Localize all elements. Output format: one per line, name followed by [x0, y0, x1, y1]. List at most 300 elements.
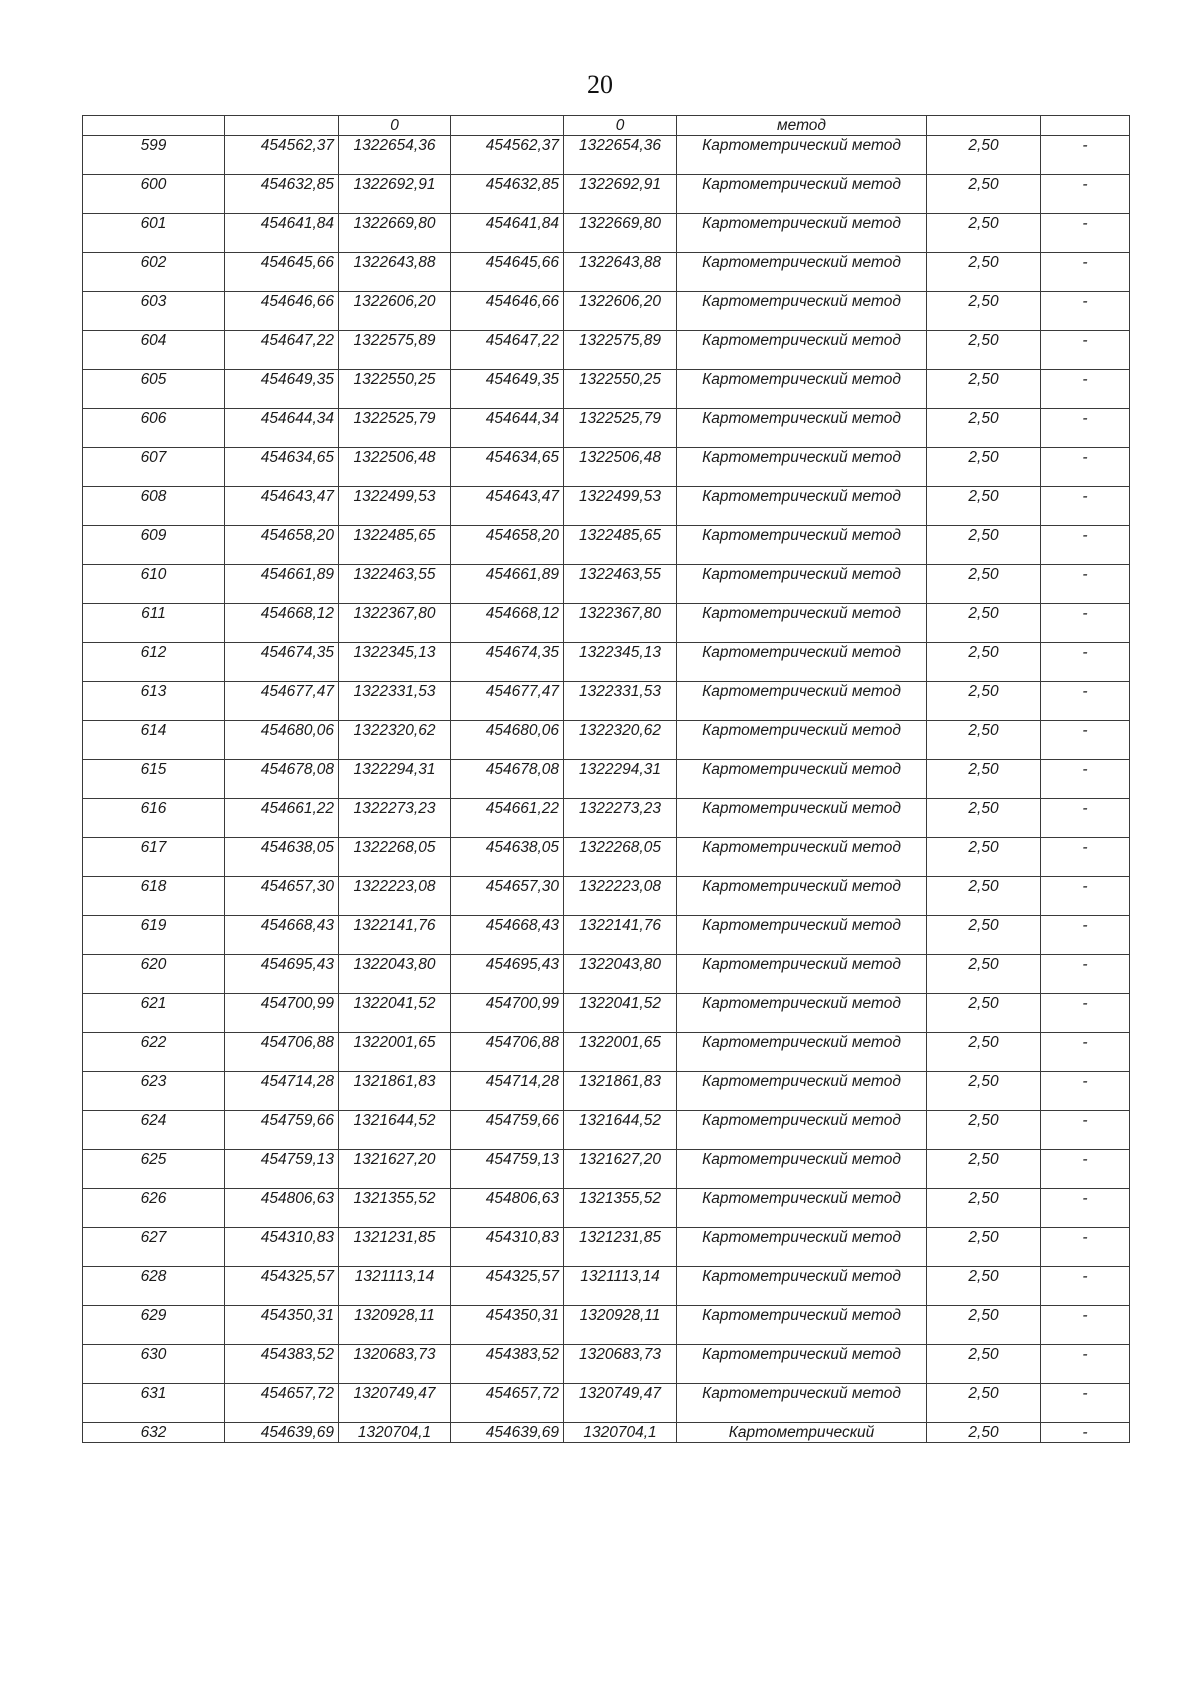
cell-accuracy: 2,50: [927, 877, 1041, 916]
cell-accuracy: 2,50: [927, 175, 1041, 214]
cell-x-new: 454657,72: [451, 1384, 564, 1423]
table-row: [83, 1189, 1130, 1228]
cell-y-existing: 1322367,80: [339, 604, 451, 643]
cell-point-number: 622: [83, 1033, 225, 1072]
cell-point-number: 619: [83, 916, 225, 955]
cell-description: -: [1041, 1111, 1130, 1150]
cell-method: Картометрический метод: [677, 565, 927, 604]
table-row: [83, 253, 1130, 292]
cell-x-new: 454643,47: [451, 487, 564, 526]
cell-x-new: 454678,08: [451, 760, 564, 799]
cell-x-new: 454646,66: [451, 292, 564, 331]
cell-x-existing: 454647,22: [225, 331, 339, 370]
cell-accuracy: [927, 116, 1041, 136]
cell-y-new: 1322041,52: [564, 994, 677, 1033]
cell-y-existing: 1321231,85: [339, 1228, 451, 1267]
cell-point-number: 632: [83, 1423, 225, 1443]
cell-x-new: 454695,43: [451, 955, 564, 994]
cell-accuracy: 2,50: [927, 292, 1041, 331]
cell-description: -: [1041, 370, 1130, 409]
cell-point-number: 628: [83, 1267, 225, 1306]
table-row: [83, 1072, 1130, 1111]
cell-accuracy: 2,50: [927, 565, 1041, 604]
cell-x-existing: 454695,43: [225, 955, 339, 994]
cell-method: Картометрический метод: [677, 877, 927, 916]
table-row: [83, 1228, 1130, 1267]
cell-y-new: 1321113,14: [564, 1267, 677, 1306]
cell-accuracy: 2,50: [927, 370, 1041, 409]
cell-y-new: 1322345,13: [564, 643, 677, 682]
cell-x-existing: 454645,66: [225, 253, 339, 292]
cell-accuracy: 2,50: [927, 1111, 1041, 1150]
cell-method: Картометрический метод: [677, 799, 927, 838]
cell-point-number: 621: [83, 994, 225, 1033]
cell-x-new: 454806,63: [451, 1189, 564, 1228]
cell-y-new: 1322273,23: [564, 799, 677, 838]
cell-description: [1041, 116, 1130, 136]
cell-y-new: 1322223,08: [564, 877, 677, 916]
cell-method: Картометрический метод: [677, 409, 927, 448]
cell-method: Картометрический метод: [677, 214, 927, 253]
cell-point-number: 610: [83, 565, 225, 604]
cell-x-new: 454632,85: [451, 175, 564, 214]
cell-y-existing: 1320704,1: [339, 1423, 451, 1443]
cell-y-new: 1321355,52: [564, 1189, 677, 1228]
cell-y-new: 1322506,48: [564, 448, 677, 487]
cell-description: -: [1041, 175, 1130, 214]
cell-accuracy: 2,50: [927, 1072, 1041, 1111]
cell-y-new: 1322141,76: [564, 916, 677, 955]
cell-x-new: 454657,30: [451, 877, 564, 916]
cell-point-number: 629: [83, 1306, 225, 1345]
cell-method: Картометрический метод: [677, 331, 927, 370]
cell-description: -: [1041, 136, 1130, 175]
cell-x-new: 454647,22: [451, 331, 564, 370]
cell-method: Картометрический метод: [677, 682, 927, 721]
cell-description: -: [1041, 760, 1130, 799]
cell-y-new: 1322043,80: [564, 955, 677, 994]
cell-x-existing: 454658,20: [225, 526, 339, 565]
table-row: [83, 214, 1130, 253]
cell-point-number: 609: [83, 526, 225, 565]
cell-y-new: 1322001,65: [564, 1033, 677, 1072]
cell-y-new: 1322606,20: [564, 292, 677, 331]
cell-description: -: [1041, 565, 1130, 604]
cell-y-new: 1322654,36: [564, 136, 677, 175]
table-row: [83, 565, 1130, 604]
cell-point-number: 603: [83, 292, 225, 331]
cell-y-existing: 1320928,11: [339, 1306, 451, 1345]
cell-description: -: [1041, 1345, 1130, 1384]
table-row: [83, 643, 1130, 682]
cell-description: -: [1041, 682, 1130, 721]
cell-y-new: 1322550,25: [564, 370, 677, 409]
cell-x-existing: 454759,66: [225, 1111, 339, 1150]
cell-x-existing: 454678,08: [225, 760, 339, 799]
cell-y-new: 1322268,05: [564, 838, 677, 877]
table-row: [83, 448, 1130, 487]
table-row: [83, 604, 1130, 643]
table-row: [83, 1423, 1130, 1443]
cell-x-new: 454383,52: [451, 1345, 564, 1384]
cell-x-existing: 454668,43: [225, 916, 339, 955]
cell-accuracy: 2,50: [927, 838, 1041, 877]
cell-x-new: 454680,06: [451, 721, 564, 760]
cell-point-number: 611: [83, 604, 225, 643]
cell-y-new: 1322320,62: [564, 721, 677, 760]
cell-method: Картометрический метод: [677, 916, 927, 955]
table-row: [83, 370, 1130, 409]
cell-y-existing: 1322575,89: [339, 331, 451, 370]
cell-y-new: 1321644,52: [564, 1111, 677, 1150]
table-row: [83, 682, 1130, 721]
cell-x-existing: 454634,65: [225, 448, 339, 487]
cell-y-existing: 1321627,20: [339, 1150, 451, 1189]
cell-method: Картометрический метод: [677, 1072, 927, 1111]
cell-x-existing: 454680,06: [225, 721, 339, 760]
cell-method: Картометрический метод: [677, 370, 927, 409]
cell-y-existing: 1322001,65: [339, 1033, 451, 1072]
cell-accuracy: 2,50: [927, 1189, 1041, 1228]
cell-accuracy: 2,50: [927, 214, 1041, 253]
cell-y-existing: 1322485,65: [339, 526, 451, 565]
cell-point-number: [83, 116, 225, 136]
cell-y-existing: 1322223,08: [339, 877, 451, 916]
table-row: [83, 1345, 1130, 1384]
cell-x-existing: 454310,83: [225, 1228, 339, 1267]
cell-y-existing: 1322606,20: [339, 292, 451, 331]
cell-x-new: 454639,69: [451, 1423, 564, 1443]
cell-description: -: [1041, 994, 1130, 1033]
table-row: [83, 292, 1130, 331]
cell-point-number: 602: [83, 253, 225, 292]
cell-point-number: 618: [83, 877, 225, 916]
cell-method: Картометрический метод: [677, 1189, 927, 1228]
cell-y-new: 1321861,83: [564, 1072, 677, 1111]
cell-method: Картометрический метод: [677, 604, 927, 643]
cell-x-new: 454350,31: [451, 1306, 564, 1345]
cell-method: Картометрический метод: [677, 292, 927, 331]
cell-y-new: 1322525,79: [564, 409, 677, 448]
cell-y-existing: 1322041,52: [339, 994, 451, 1033]
cell-description: -: [1041, 1384, 1130, 1423]
cell-point-number: 604: [83, 331, 225, 370]
cell-method: Картометрический метод: [677, 721, 927, 760]
cell-description: -: [1041, 877, 1130, 916]
cell-y-new: 1322294,31: [564, 760, 677, 799]
cell-method: Картометрический метод: [677, 760, 927, 799]
cell-method: Картометрический метод: [677, 643, 927, 682]
cell-y-existing: 1321861,83: [339, 1072, 451, 1111]
cell-y-existing: 1322320,62: [339, 721, 451, 760]
cell-y-new: 1322367,80: [564, 604, 677, 643]
cell-method: Картометрический метод: [677, 1228, 927, 1267]
cell-accuracy: 2,50: [927, 721, 1041, 760]
cell-method: Картометрический метод: [677, 955, 927, 994]
table-row: [83, 877, 1130, 916]
cell-point-number: 605: [83, 370, 225, 409]
cell-accuracy: 2,50: [927, 682, 1041, 721]
table-row: [83, 526, 1130, 565]
cell-x-existing: 454562,37: [225, 136, 339, 175]
cell-x-existing: 454644,34: [225, 409, 339, 448]
cell-description: -: [1041, 1072, 1130, 1111]
cell-x-existing: 454661,22: [225, 799, 339, 838]
cell-accuracy: 2,50: [927, 1267, 1041, 1306]
cell-description: -: [1041, 1423, 1130, 1443]
cell-description: -: [1041, 799, 1130, 838]
cell-x-new: 454759,66: [451, 1111, 564, 1150]
coordinates-table: [82, 115, 1130, 1443]
cell-y-existing: 1322643,88: [339, 253, 451, 292]
cell-method: Картометрический метод: [677, 838, 927, 877]
cell-point-number: 601: [83, 214, 225, 253]
cell-method: Картометрический метод: [677, 175, 927, 214]
cell-accuracy: 2,50: [927, 1306, 1041, 1345]
table-row-continued: [83, 116, 1130, 136]
cell-method: Картометрический метод: [677, 1267, 927, 1306]
cell-description: -: [1041, 292, 1130, 331]
cell-point-number: 623: [83, 1072, 225, 1111]
table-row: [83, 1384, 1130, 1423]
cell-point-number: 613: [83, 682, 225, 721]
cell-x-existing: 454632,85: [225, 175, 339, 214]
cell-y-new: 1320749,47: [564, 1384, 677, 1423]
cell-x-new: 454641,84: [451, 214, 564, 253]
cell-accuracy: 2,50: [927, 799, 1041, 838]
cell-y-existing: 1322669,80: [339, 214, 451, 253]
cell-x-existing: 454714,28: [225, 1072, 339, 1111]
cell-x-new: 454644,34: [451, 409, 564, 448]
page-number: 20: [587, 70, 613, 99]
cell-point-number: 625: [83, 1150, 225, 1189]
cell-y-new: 1320683,73: [564, 1345, 677, 1384]
cell-y-existing: 1322043,80: [339, 955, 451, 994]
cell-accuracy: 2,50: [927, 994, 1041, 1033]
table-row: [83, 1306, 1130, 1345]
cell-point-number: 616: [83, 799, 225, 838]
cell-x-existing: [225, 116, 339, 136]
table-row: [83, 916, 1130, 955]
cell-y-new: 1321231,85: [564, 1228, 677, 1267]
cell-x-new: 454759,13: [451, 1150, 564, 1189]
cell-x-new: 454674,35: [451, 643, 564, 682]
table-row: [83, 136, 1130, 175]
cell-x-existing: 454350,31: [225, 1306, 339, 1345]
cell-x-existing: 454641,84: [225, 214, 339, 253]
cell-method: Картометрический метод: [677, 1033, 927, 1072]
cell-description: -: [1041, 955, 1130, 994]
cell-x-existing: 454649,35: [225, 370, 339, 409]
cell-description: -: [1041, 643, 1130, 682]
table-row: [83, 838, 1130, 877]
cell-x-new: 454668,43: [451, 916, 564, 955]
cell-accuracy: 2,50: [927, 604, 1041, 643]
cell-description: -: [1041, 604, 1130, 643]
cell-description: -: [1041, 448, 1130, 487]
cell-accuracy: 2,50: [927, 487, 1041, 526]
cell-x-new: 454634,65: [451, 448, 564, 487]
cell-x-new: 454668,12: [451, 604, 564, 643]
cell-method: Картометрический метод: [677, 526, 927, 565]
cell-x-existing: 454643,47: [225, 487, 339, 526]
cell-description: -: [1041, 1150, 1130, 1189]
cell-y-existing: 1322273,23: [339, 799, 451, 838]
cell-x-existing: 454668,12: [225, 604, 339, 643]
cell-y-new: 0: [564, 116, 677, 136]
cell-accuracy: 2,50: [927, 526, 1041, 565]
table-row: [83, 721, 1130, 760]
cell-y-existing: 1322692,91: [339, 175, 451, 214]
cell-point-number: 620: [83, 955, 225, 994]
cell-accuracy: 2,50: [927, 1423, 1041, 1443]
cell-description: -: [1041, 838, 1130, 877]
cell-point-number: 606: [83, 409, 225, 448]
cell-point-number: 607: [83, 448, 225, 487]
cell-x-existing: 454700,99: [225, 994, 339, 1033]
cell-description: -: [1041, 1306, 1130, 1345]
cell-method: Картометрический метод: [677, 994, 927, 1033]
table-row: [83, 994, 1130, 1033]
cell-method: Картометрический метод: [677, 1384, 927, 1423]
table-row: [83, 331, 1130, 370]
cell-point-number: 608: [83, 487, 225, 526]
cell-description: -: [1041, 916, 1130, 955]
cell-x-existing: 454674,35: [225, 643, 339, 682]
table-row: [83, 487, 1130, 526]
cell-y-new: 1322669,80: [564, 214, 677, 253]
cell-point-number: 631: [83, 1384, 225, 1423]
cell-method: Картометрический: [677, 1423, 927, 1443]
cell-x-existing: 454638,05: [225, 838, 339, 877]
cell-x-new: 454661,22: [451, 799, 564, 838]
cell-y-existing: 1322499,53: [339, 487, 451, 526]
cell-x-new: 454649,35: [451, 370, 564, 409]
cell-method: Картометрический метод: [677, 253, 927, 292]
cell-x-existing: 454677,47: [225, 682, 339, 721]
cell-y-new: 1321627,20: [564, 1150, 677, 1189]
cell-method: Картометрический метод: [677, 136, 927, 175]
cell-description: -: [1041, 526, 1130, 565]
cell-x-new: 454714,28: [451, 1072, 564, 1111]
table-row: [83, 955, 1130, 994]
cell-method: Картометрический метод: [677, 487, 927, 526]
cell-accuracy: 2,50: [927, 1345, 1041, 1384]
cell-accuracy: 2,50: [927, 253, 1041, 292]
cell-x-existing: 454383,52: [225, 1345, 339, 1384]
table-row: [83, 760, 1130, 799]
cell-accuracy: 2,50: [927, 136, 1041, 175]
cell-x-new: 454661,89: [451, 565, 564, 604]
cell-accuracy: 2,50: [927, 1384, 1041, 1423]
table-row: [83, 1150, 1130, 1189]
cell-y-existing: 1321113,14: [339, 1267, 451, 1306]
cell-accuracy: 2,50: [927, 760, 1041, 799]
cell-description: -: [1041, 1033, 1130, 1072]
cell-description: -: [1041, 331, 1130, 370]
cell-y-existing: 1322525,79: [339, 409, 451, 448]
cell-method: Картометрический метод: [677, 448, 927, 487]
cell-x-new: 454658,20: [451, 526, 564, 565]
cell-accuracy: 2,50: [927, 1150, 1041, 1189]
cell-y-existing: 1322141,76: [339, 916, 451, 955]
cell-description: -: [1041, 1267, 1130, 1306]
cell-x-existing: 454806,63: [225, 1189, 339, 1228]
cell-x-new: 454677,47: [451, 682, 564, 721]
cell-x-existing: 454657,72: [225, 1384, 339, 1423]
cell-y-new: 1320928,11: [564, 1306, 677, 1345]
cell-y-existing: 1322654,36: [339, 136, 451, 175]
cell-description: -: [1041, 1189, 1130, 1228]
table-row: [83, 1267, 1130, 1306]
cell-description: -: [1041, 487, 1130, 526]
cell-point-number: 612: [83, 643, 225, 682]
cell-y-existing: 1322506,48: [339, 448, 451, 487]
cell-y-existing: 1322268,05: [339, 838, 451, 877]
cell-y-existing: 1321355,52: [339, 1189, 451, 1228]
cell-y-existing: 1322345,13: [339, 643, 451, 682]
cell-accuracy: 2,50: [927, 916, 1041, 955]
cell-y-existing: 1322463,55: [339, 565, 451, 604]
cell-point-number: 617: [83, 838, 225, 877]
cell-y-new: 1322575,89: [564, 331, 677, 370]
cell-x-new: 454638,05: [451, 838, 564, 877]
cell-x-existing: 454639,69: [225, 1423, 339, 1443]
cell-description: -: [1041, 409, 1130, 448]
cell-description: -: [1041, 721, 1130, 760]
cell-x-new: [451, 116, 564, 136]
cell-point-number: 624: [83, 1111, 225, 1150]
cell-y-existing: 1320749,47: [339, 1384, 451, 1423]
cell-y-new: 1322499,53: [564, 487, 677, 526]
cell-y-existing: 1322550,25: [339, 370, 451, 409]
cell-x-existing: 454646,66: [225, 292, 339, 331]
cell-x-existing: 454706,88: [225, 1033, 339, 1072]
cell-description: -: [1041, 214, 1130, 253]
table-row: [83, 799, 1130, 838]
table-row: [83, 175, 1130, 214]
cell-y-existing: 1320683,73: [339, 1345, 451, 1384]
cell-description: -: [1041, 1228, 1130, 1267]
cell-description: -: [1041, 253, 1130, 292]
cell-y-new: 1320704,1: [564, 1423, 677, 1443]
cell-accuracy: 2,50: [927, 409, 1041, 448]
cell-y-existing: 1322331,53: [339, 682, 451, 721]
cell-y-existing: 1322294,31: [339, 760, 451, 799]
cell-y-new: 1322485,65: [564, 526, 677, 565]
cell-x-existing: 454325,57: [225, 1267, 339, 1306]
cell-accuracy: 2,50: [927, 955, 1041, 994]
cell-point-number: 599: [83, 136, 225, 175]
cell-y-existing: 0: [339, 116, 451, 136]
cell-x-new: 454706,88: [451, 1033, 564, 1072]
cell-method: метод: [677, 116, 927, 136]
table-row: [83, 1033, 1130, 1072]
cell-method: Картометрический метод: [677, 1345, 927, 1384]
cell-x-existing: 454759,13: [225, 1150, 339, 1189]
cell-y-existing: 1321644,52: [339, 1111, 451, 1150]
cell-accuracy: 2,50: [927, 1228, 1041, 1267]
cell-method: Картометрический метод: [677, 1111, 927, 1150]
cell-method: Картометрический метод: [677, 1150, 927, 1189]
table-row: [83, 409, 1130, 448]
cell-point-number: 627: [83, 1228, 225, 1267]
cell-y-new: 1322692,91: [564, 175, 677, 214]
cell-accuracy: 2,50: [927, 643, 1041, 682]
table-row: [83, 1111, 1130, 1150]
cell-x-new: 454700,99: [451, 994, 564, 1033]
cell-accuracy: 2,50: [927, 448, 1041, 487]
